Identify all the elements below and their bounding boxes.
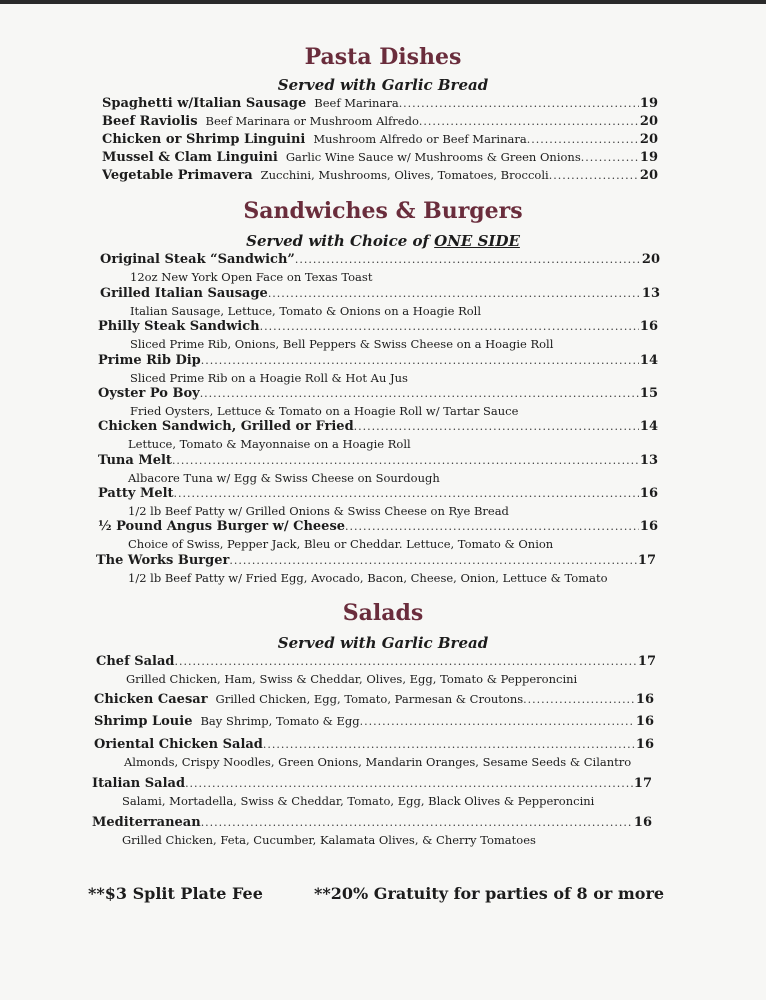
menu-item	[94, 737, 654, 755]
salads-subtitle: Served with Garlic Bread	[277, 634, 489, 652]
item-name: Beef Raviolis	[102, 114, 198, 129]
item-price: 16	[639, 519, 658, 534]
item-name: Shrimp Louie	[94, 714, 193, 729]
item-name: Prime Rib Dip	[98, 353, 201, 368]
dot-leader	[354, 420, 639, 433]
item-description: Italian Sausage, Lettuce, Tomato & Onions on a Hoagie Roll	[130, 304, 482, 318]
dot-leader	[174, 655, 636, 668]
menu-item	[92, 815, 652, 833]
item-description: Zucchini, Mushrooms, Olives, Tomatoes, Broccoli	[260, 168, 549, 182]
gratuity-note: **20% Gratuity for parties of 8 or more	[314, 884, 665, 903]
item-description: Choice of Swiss, Pepper Jack, Bleu or Cheddar. Lettuce, Tomato & Onion	[128, 537, 554, 551]
item-price: 17	[633, 776, 652, 791]
menu-item	[100, 252, 660, 270]
item-price: 16	[639, 319, 658, 334]
item-name: Vegetable Primavera	[102, 168, 253, 183]
dot-leader	[260, 320, 639, 333]
item-name: Oyster Po Boy	[98, 386, 200, 401]
item-price: 14	[639, 353, 658, 368]
item-price: 19	[639, 150, 658, 165]
menu-item	[102, 132, 658, 150]
item-price: 20	[639, 132, 658, 147]
item-name: ½ Pound Angus Burger w/ Cheese	[98, 519, 346, 534]
sandwiches-subtitle	[0, 232, 766, 250]
item-price: 16	[635, 714, 654, 729]
item-name: Grilled Italian Sausage	[100, 286, 268, 301]
item-price: 20	[639, 168, 658, 183]
menu-item	[94, 714, 654, 732]
menu-item	[98, 453, 658, 471]
dot-leader	[263, 738, 635, 751]
menu-item	[98, 353, 658, 371]
dot-leader	[399, 97, 639, 110]
menu-item	[98, 419, 658, 437]
dot-leader	[229, 554, 637, 567]
item-name: Chicken or Shrimp Linguini	[102, 132, 306, 147]
subtitle-emphasis: ONE SIDE	[434, 232, 520, 250]
item-price: 14	[639, 419, 658, 434]
item-name: Original Steak “Sandwich”	[100, 252, 295, 267]
item-description: Garlic Wine Sauce w/ Mushrooms & Green Onions	[285, 150, 581, 164]
item-name: Mediterranean	[92, 815, 201, 830]
dot-leader	[523, 693, 635, 706]
item-name: Oriental Chicken Salad	[94, 737, 263, 752]
menu-item	[102, 96, 658, 114]
dot-leader	[172, 454, 639, 467]
item-price: 17	[637, 654, 656, 669]
dot-leader	[419, 115, 639, 128]
item-name: Chicken Sandwich, Grilled or Fried	[98, 419, 354, 434]
menu-item	[92, 776, 652, 794]
menu-item	[100, 286, 660, 304]
item-price: 17	[637, 553, 656, 568]
dot-leader	[527, 133, 639, 146]
dot-leader	[185, 777, 633, 790]
item-description: Grilled Chicken, Ham, Swiss & Cheddar, Olives, Egg, Tomato & Pepperoncini	[126, 672, 578, 686]
item-description: 1/2 lb Beef Patty w/ Grilled Onions & Swiss Cheese on Rye Bread	[128, 504, 509, 518]
item-price: 13	[639, 453, 658, 468]
dot-leader	[200, 387, 639, 400]
item-description: Grilled Chicken, Feta, Cucumber, Kalamata Olives, & Cherry Tomatoes	[122, 833, 536, 847]
item-name: Mussel & Clam Linguini	[102, 150, 278, 165]
item-price: 20	[641, 252, 660, 267]
item-name: Chicken Caesar	[94, 692, 208, 707]
menu-item	[96, 553, 656, 571]
item-description: Almonds, Crispy Noodles, Green Onions, Mandarin Oranges, Sesame Seeds & Cilantro	[124, 755, 632, 769]
item-description: Beef Marinara	[314, 96, 399, 110]
menu-item	[102, 114, 658, 132]
item-name: Tuna Melt	[98, 453, 172, 468]
item-name: Italian Salad	[92, 776, 186, 791]
item-name: Spaghetti w/Italian Sausage	[102, 96, 307, 111]
dot-leader	[581, 151, 639, 164]
item-description: 1/2 lb Beef Patty w/ Fried Egg, Avocado, Bacon, Cheese, Onion, Lettuce & Tomato	[128, 571, 608, 585]
item-price: 13	[641, 286, 660, 301]
page-top-edge	[0, 0, 766, 4]
menu-item	[98, 319, 658, 337]
menu-item	[102, 168, 658, 186]
dot-leader	[174, 487, 639, 500]
sandwiches-section-title: Sandwiches & Burgers	[243, 198, 523, 224]
dot-leader	[268, 287, 641, 300]
item-name: Patty Melt	[98, 486, 174, 501]
item-name: Chef Salad	[96, 654, 175, 669]
subtitle-text: Served with Choice of	[246, 232, 435, 250]
item-price: 20	[639, 114, 658, 129]
dot-leader	[295, 253, 641, 266]
dot-leader	[345, 520, 639, 533]
item-description: Fried Oysters, Lettuce & Tomato on a Hoagie Roll w/ Tartar Sauce	[130, 404, 519, 418]
item-description: Sliced Prime Rib, Onions, Bell Peppers & Swiss Cheese on a Hoagie Roll	[130, 337, 554, 351]
menu-item	[94, 692, 654, 710]
menu-item	[98, 519, 658, 537]
item-description: Salami, Mortadella, Swiss & Cheddar, Tomato, Egg, Black Olives & Pepperoncini	[122, 794, 595, 808]
item-description: Bay Shrimp, Tomato & Egg	[200, 714, 360, 728]
menu-item	[98, 386, 658, 404]
menu-item	[102, 150, 658, 168]
menu-item	[96, 654, 656, 672]
item-name: The Works Burger	[96, 553, 230, 568]
item-price: 16	[635, 737, 654, 752]
item-description: Lettuce, Tomato & Mayonnaise on a Hoagie Roll	[128, 437, 411, 451]
pasta-section-title: Pasta Dishes	[304, 44, 462, 70]
menu-item	[98, 486, 658, 504]
item-price: 16	[639, 486, 658, 501]
dot-leader	[360, 715, 635, 728]
item-description: Albacore Tuna w/ Egg & Swiss Cheese on Sourdough	[128, 471, 440, 485]
item-description: Mushroom Alfredo or Beef Marinara	[313, 132, 527, 146]
item-description: Sliced Prime Rib on a Hoagie Roll & Hot Au Jus	[130, 371, 408, 385]
item-price: 16	[635, 692, 654, 707]
item-description: Grilled Chicken, Egg, Tomato, Parmesan & Croutons	[215, 692, 524, 706]
item-price: 19	[639, 96, 658, 111]
item-price: 16	[633, 815, 652, 830]
item-description: 12oz New York Open Face on Texas Toast	[130, 270, 373, 284]
dot-leader	[549, 169, 639, 182]
salads-section-title: Salads	[342, 600, 424, 626]
dot-leader	[201, 354, 639, 367]
pasta-subtitle: Served with Garlic Bread	[277, 76, 489, 94]
item-price: 15	[639, 386, 658, 401]
item-name: Philly Steak Sandwich	[98, 319, 260, 334]
dot-leader	[201, 816, 633, 829]
item-description: Beef Marinara or Mushroom Alfredo	[205, 114, 419, 128]
split-plate-fee-note: **$3 Split Plate Fee	[88, 884, 263, 903]
